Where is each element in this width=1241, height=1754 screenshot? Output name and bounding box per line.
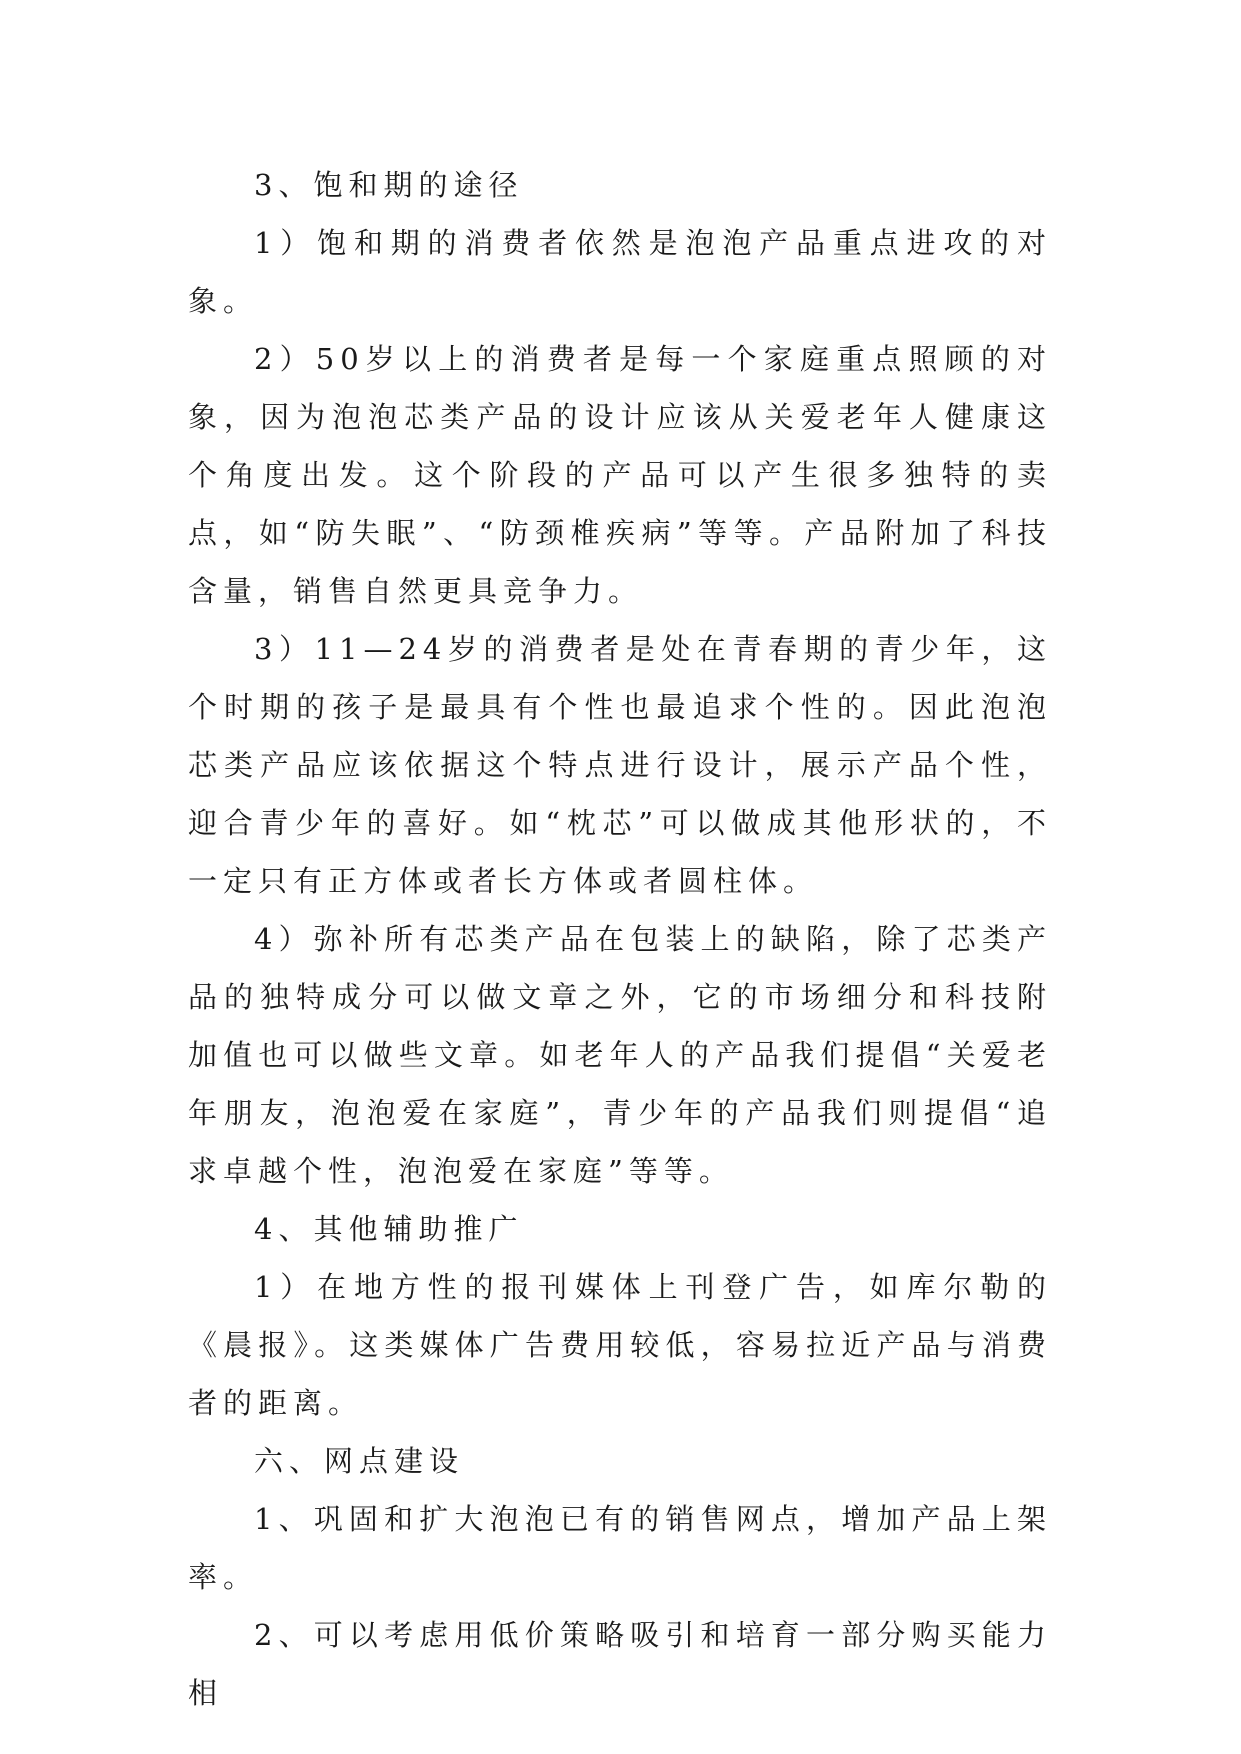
paragraph-item: 3）11—24岁的消费者是处在青春期的青少年，这个时期的孩子是最具有个性也最追求个性的。因此泡泡芯类产品应该依据这个特点进行设计，展示产品个性，迎合青少年的喜好。如“枕芯”可以做成其他形状的，不一定只有正方体或者长方体或者圆柱体。	[188, 632, 1052, 898]
paragraph-item: 2）50岁以上的消费者是每一个家庭重点照顾的对象，因为泡泡芯类产品的设计应该从关爱老年人健康这个角度出发。这个阶段的产品可以产生很多独特的卖点，如“防失眠”、“防颈椎疾病”等等。产品附加了科技含量，销售自然更具竞争力。	[188, 342, 1052, 608]
paragraph-heading-saturation: 3、饱和期的途径	[254, 168, 524, 202]
paragraph-heading-outlets: 六、网点建设	[254, 1444, 465, 1478]
paragraph-item: 2、可以考虑用低价策略吸引和培育一部分购买能力相	[188, 1618, 1052, 1710]
paragraph-item: 1、巩固和扩大泡泡已有的销售网点，增加产品上架率。	[188, 1502, 1052, 1594]
paragraph-item: 4）弥补所有芯类产品在包装上的缺陷，除了芯类产品的独特成分可以做文章之外，它的市场细分和科技附加值也可以做些文章。如老年人的产品我们提倡“关爱老年朋友，泡泡爱在家庭”，青少年的产品我们则提倡“追求卓越个性，泡泡爱在家庭”等等。	[188, 922, 1052, 1188]
paragraph-item: 1）在地方性的报刊媒体上刊登广告，如库尔勒的《晨报》。这类媒体广告费用较低，容易拉近产品与消费者的距离。	[188, 1270, 1052, 1420]
paragraph-item: 1）饱和期的消费者依然是泡泡产品重点进攻的对象。	[188, 226, 1052, 318]
paragraph-heading-other-promotion: 4、其他辅助推广	[254, 1212, 524, 1246]
document-body	[188, 156, 1052, 1722]
